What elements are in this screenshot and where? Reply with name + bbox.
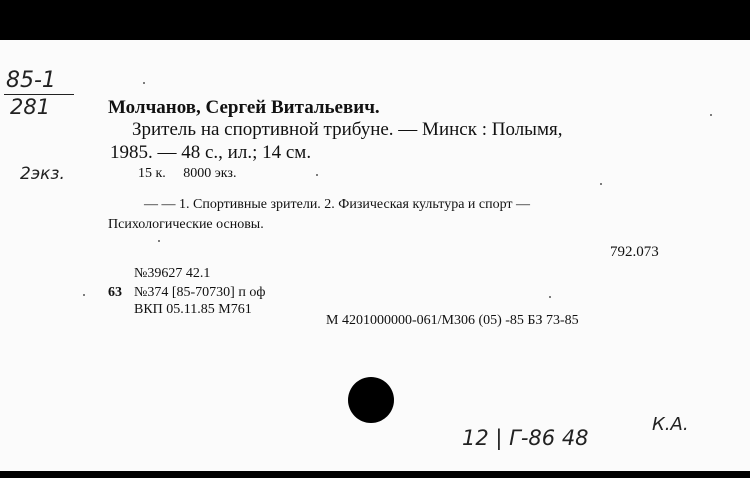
speck [710,114,712,116]
speck [549,296,551,298]
handwritten-shelf-mark-bottom: 281 [10,95,51,119]
title-line-2: 1985. — 48 с., ил.; 14 см. [110,142,312,163]
title-line-1: Зритель на спортивной трибуне. — Минск : Полымя, [132,119,563,140]
speck [316,174,318,176]
speck [143,82,145,84]
record-prefix: 63 [108,285,122,300]
record-line-2: №374 [85-70730] п оф [134,285,266,300]
subjects-line-2: Психологические основы. [108,217,264,232]
handwritten-initials: К.А. [652,414,689,435]
speck [158,240,160,242]
catalog-card [0,40,750,471]
speck [600,183,602,185]
speck [83,294,85,296]
handwritten-shelf-mark-top: 85-1 [6,68,56,93]
subjects-line-1: — — 1. Спортивные зрители. 2. Физическая культура и спорт — [144,197,531,212]
catalog-code: М 4201000000-061/М306 (05) -85 БЗ 73-85 [326,313,579,328]
author-heading: Молчанов, Сергей Витальевич. [108,97,380,118]
price-edition: 15 к. 8000 экз. [138,166,237,181]
record-line-1: №39627 42.1 [134,266,211,281]
handwritten-inventory: 12 | Г-86 48 [462,426,589,450]
handwritten-copies: 2экз. [20,164,65,184]
punch-hole [348,377,394,423]
classification-number: 792.073 [610,244,659,260]
record-line-3: ВКП 05.11.85 М761 [134,302,252,317]
